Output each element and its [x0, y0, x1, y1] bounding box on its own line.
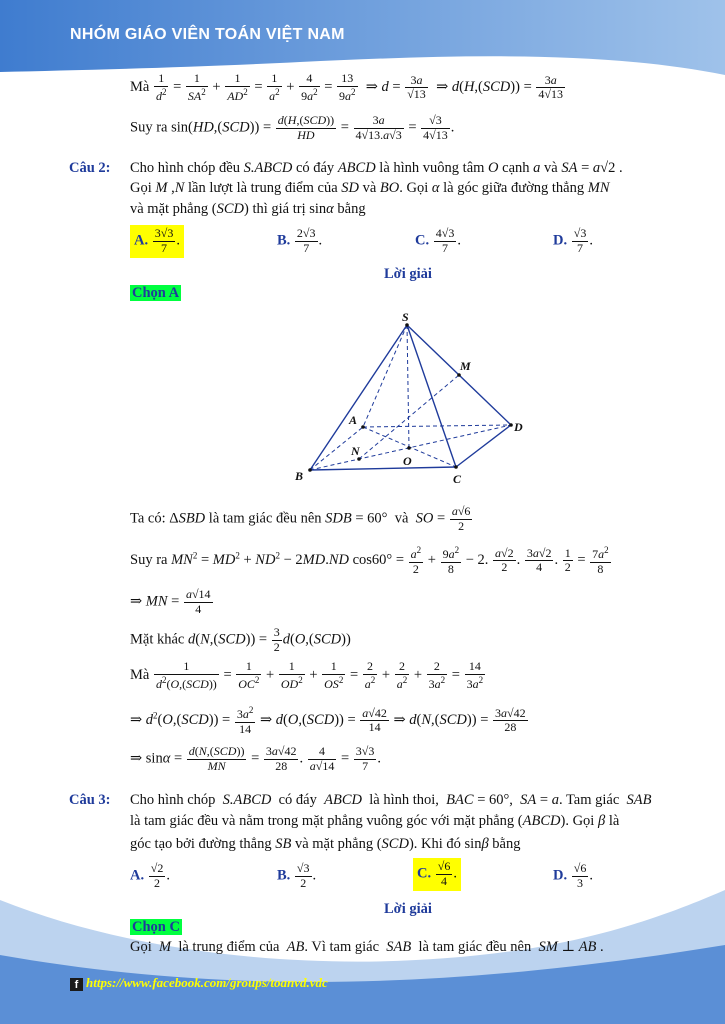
- eq-line-1: Mà $\frac{1}{d^2}$ = $\frac{1}{SA^2}$ + $\frac{1}{AD^2}$ = $\frac{1}{a^2}$ + $\frac{4}{9a^2}$ = $\frac{13}{9a^2}$ ⇒ d = $\frac{3a}{√13}$ ⇒ d(H,(SCD)) = $\frac{3a}{4√13}$: [130, 71, 563, 103]
- chosen-answer-a: Chọn A: [132, 285, 180, 301]
- question-2-label: Câu 2:: [69, 160, 111, 176]
- question-2-text-1: Cho hình chóp đều S.ABCD có đáy ABCD là hình vuông tâm O cạnh a và SA = a√2 .: [130, 160, 623, 176]
- header-title: NHÓM GIÁO VIÊN TOÁN VIỆT NAM: [70, 26, 345, 43]
- question-3-text-3: góc tạo bởi đường thẳng SB và mặt phẳng (SCD). Khi đó sinβ bằng: [130, 836, 521, 852]
- label-m: M: [460, 359, 471, 373]
- solution-q3-line-1: Gọi M là trung điểm của AB. Vì tam giác SAB là tam giác đều nên SM ⊥ AB .: [130, 939, 604, 955]
- q2-answer-a[interactable]: A. $\frac{3√3}{7}$ .: [130, 225, 184, 258]
- label-s: S: [402, 310, 409, 324]
- q2-answer-c[interactable]: C. $\frac{4√3}{7}$ .: [415, 226, 461, 255]
- q3-answer-a[interactable]: A. $\frac{√2}{2}$ .: [130, 861, 170, 890]
- question-3-text-1: Cho hình chóp S.ABCD có đáy ABCD là hình thoi, BAC = 60°, SA = a. Tam giác SAB: [130, 792, 652, 808]
- question-3-text-2: là tam giác đều và nằm trong mặt phẳng vuông góc với mặt phẳng (ABCD). Gọi β là: [130, 813, 620, 829]
- chosen-answer-c: Chọn C: [132, 919, 180, 935]
- label-b: B: [295, 469, 304, 483]
- footer-url[interactable]: https://www.facebook.com/groups/toanvd.vdc: [86, 975, 328, 990]
- eq-line-2: Suy ra sin(HD,(SCD)) = $\frac{\text{d(H,(SCD))}}{HD}$ = $\frac{3a}{4√13.a√3}$ = $\frac{√3}{4√13}$ .: [130, 113, 455, 142]
- question-3-label: Câu 3:: [69, 792, 111, 808]
- solution-line-3: ⇒ MN = $\frac{a√14}{4}$: [130, 587, 211, 616]
- footer-link[interactable]: [70, 975, 328, 991]
- solution-heading-2: Lời giải: [384, 901, 432, 917]
- q2-answer-b[interactable]: B. $\frac{2√3}{7}$ .: [277, 226, 323, 255]
- label-a: A: [349, 413, 358, 427]
- label-d: D: [514, 420, 523, 434]
- facebook-icon: f: [70, 978, 83, 991]
- label-n: N: [351, 444, 360, 458]
- solution-line-2: Suy ra $MN^2 = MD^2 + ND^2 - 2MD.ND$ cos60° = $\frac{a^2}{2}$ + $\frac{9a^2}{8}$ − 2. $\frac{a√2}{2}$ . $\frac{3a√2}{4}$ . $\frac{1}{2}$ = $\frac{7a^2}{8}$: [130, 545, 609, 576]
- pyramid-figure: [285, 306, 535, 486]
- q2-answer-d[interactable]: D. $\frac{√3}{7}$ .: [553, 226, 593, 255]
- question-2-text-3: và mặt phẳng (SCD) thì giá trị sinα bằng: [130, 201, 366, 217]
- label-o: O: [403, 454, 412, 468]
- solution-line-5: Mà $\frac{1}{d^2(O,(SCD))}$ = $\frac{1}{OC^2}$ + $\frac{1}{OD^2}$ + $\frac{1}{OS^2}$ = $\frac{2}{a^2}$ + $\frac{2}{a^2}$ + $\frac{2}{3a^2}$ = $\frac{14}{3a^2}$: [130, 659, 484, 691]
- q3-answer-b[interactable]: B. $\frac{√3}{2}$ .: [277, 861, 317, 890]
- question-2-text-2: Gọi M ,N lần lượt là trung điểm của SD và BO. Gọi α là góc giữa đường thẳng MN: [130, 180, 610, 196]
- solution-line-6: ⇒ $d^2(O,(SCD))$ = $\frac{3a^2}{14}$ ⇒ d(O,(SCD)) = $\frac{a√42}{14}$ ⇒ d(N,(SCD)) = $\frac{3a√42}{28}$: [130, 705, 526, 736]
- solution-line-7: ⇒ sinα = $\frac{\text{d(N,(SCD))}}{MN}$ = $\frac{3a√42}{28}$ . $\frac{4}{a√14}$ = $\frac{3√3}{7}$ .: [130, 744, 381, 773]
- label-c: C: [453, 472, 462, 486]
- solution-line-1: Ta có: ΔSBD là tam giác đều nên SDB = 60° và SO = $\frac{a√6}{2}$: [130, 504, 471, 533]
- q3-answer-c[interactable]: C. $\frac{√6}{4}$ .: [413, 858, 461, 891]
- q3-answer-d[interactable]: D. $\frac{√6}{3}$ .: [553, 861, 593, 890]
- solution-heading-1: Lời giải: [384, 266, 432, 282]
- solution-line-4: Mặt khác d(N,(SCD)) = $\frac{3}{2}$ d(O,(SCD)): [130, 625, 351, 654]
